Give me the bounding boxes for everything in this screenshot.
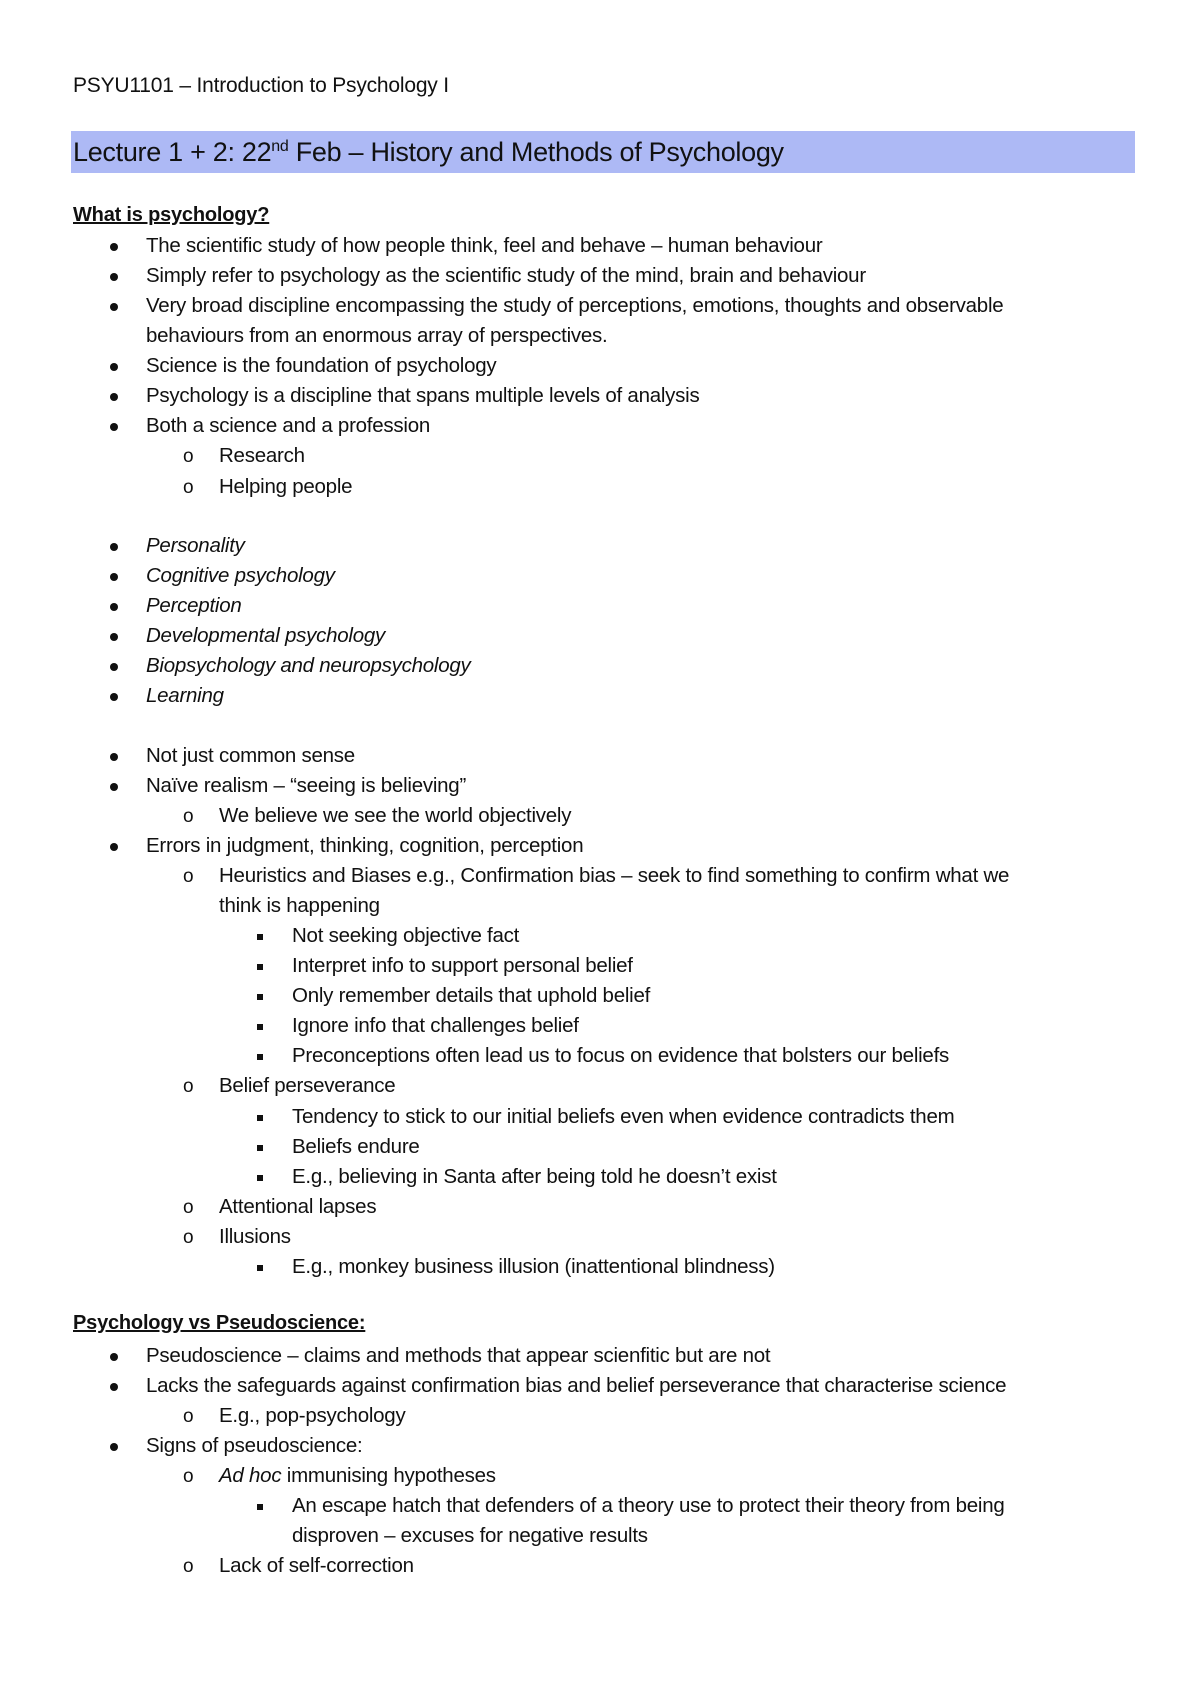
list-item: Cognitive psychology bbox=[146, 564, 335, 587]
square-bullet-icon bbox=[257, 951, 263, 981]
list-item: Science is the foundation of psychology bbox=[146, 354, 497, 377]
circle-bullet-icon: o bbox=[183, 1406, 194, 1427]
sub-list-item bbox=[219, 1461, 496, 1491]
sub-list-item: E.g., pop-psychology bbox=[219, 1404, 406, 1427]
sub-sub-list-item: E.g., believing in Santa after being told he doesn’t exist bbox=[292, 1165, 777, 1188]
lecture-title-sup: nd bbox=[271, 138, 289, 155]
list-item: Perception bbox=[146, 594, 242, 617]
bullet-icon bbox=[110, 231, 118, 261]
list-item: Psychology is a discipline that spans multiple levels of analysis bbox=[146, 384, 700, 407]
list-item: Naïve realism – “seeing is believing” bbox=[146, 774, 467, 797]
bullet-icon bbox=[110, 291, 118, 321]
list-item: Lacks the safeguards against confirmation bias and belief perseverance that characterise science bbox=[146, 1374, 1007, 1397]
sub-sub-list-item: An escape hatch that defenders of a theory use to protect their theory from being bbox=[292, 1494, 1005, 1517]
bullet-icon bbox=[110, 591, 118, 621]
circle-bullet-icon: o bbox=[183, 1227, 194, 1248]
square-bullet-icon bbox=[257, 1491, 263, 1521]
sub-list-item: We believe we see the world objectively bbox=[219, 804, 572, 827]
square-bullet-icon bbox=[257, 981, 263, 1011]
section-heading-what-is: What is psychology? bbox=[73, 204, 270, 226]
list-item: Biopsychology and neuropsychology bbox=[146, 654, 471, 677]
sub-list-item: Research bbox=[219, 444, 305, 467]
bullet-icon bbox=[110, 531, 118, 561]
sub-sub-list-item: Only remember details that uphold belief bbox=[292, 984, 651, 1007]
circle-bullet-icon: o bbox=[183, 1466, 194, 1487]
sub-list-item: Belief perseverance bbox=[219, 1074, 396, 1097]
list-item: The scientific study of how people think, feel and behave – human behaviour bbox=[146, 234, 823, 257]
sub-list-item: Heuristics and Biases e.g., Confirmation bias – seek to find something to confirm what we bbox=[219, 864, 1010, 887]
bullet-icon bbox=[110, 741, 118, 771]
sub-list-item: Lack of self-correction bbox=[219, 1554, 414, 1577]
circle-bullet-icon: o bbox=[183, 1197, 194, 1218]
list-item: Learning bbox=[146, 684, 224, 707]
sub-sub-list-item: Not seeking objective fact bbox=[292, 924, 520, 947]
sub-list-item: Attentional lapses bbox=[219, 1195, 377, 1218]
lecture-title bbox=[73, 137, 784, 168]
circle-bullet-icon: o bbox=[183, 477, 194, 498]
sub-sub-list-item: Interpret info to support personal belief bbox=[292, 954, 633, 977]
sub-sub-list-item: Tendency to stick to our initial beliefs even when evidence contradicts them bbox=[292, 1105, 955, 1128]
square-bullet-icon bbox=[257, 921, 263, 951]
sub-sub-list-item: E.g., monkey business illusion (inattentional blindness) bbox=[292, 1255, 775, 1278]
list-item: Not just common sense bbox=[146, 744, 355, 767]
ad-hoc-text: Ad hoc bbox=[219, 1464, 282, 1487]
sub-sub-list-item: Beliefs endure bbox=[292, 1135, 420, 1158]
list-item: Personality bbox=[146, 534, 245, 557]
bullet-icon bbox=[110, 831, 118, 861]
sub-list-item: Helping people bbox=[219, 475, 353, 498]
list-item: Both a science and a profession bbox=[146, 414, 430, 437]
list-item: Simply refer to psychology as the scientific study of the mind, brain and behaviour bbox=[146, 264, 866, 287]
list-item: Errors in judgment, thinking, cognition, perception bbox=[146, 834, 584, 857]
circle-bullet-icon: o bbox=[183, 1556, 194, 1577]
immunising-text: immunising hypotheses bbox=[281, 1464, 496, 1487]
bullet-icon bbox=[110, 771, 118, 801]
square-bullet-icon bbox=[257, 1252, 263, 1282]
list-item-continued: behaviours from an enormous array of perspectives. bbox=[146, 324, 608, 347]
square-bullet-icon bbox=[257, 1102, 263, 1132]
list-item: Developmental psychology bbox=[146, 624, 385, 647]
circle-bullet-icon: o bbox=[183, 806, 194, 827]
bullet-icon bbox=[110, 1341, 118, 1371]
sub-sub-list-item: Preconceptions often lead us to focus on evidence that bolsters our beliefs bbox=[292, 1044, 950, 1067]
bullet-icon bbox=[110, 411, 118, 441]
sub-sub-list-item-continued: disproven – excuses for negative results bbox=[292, 1524, 648, 1547]
bullet-icon bbox=[110, 651, 118, 681]
bullet-icon bbox=[110, 681, 118, 711]
square-bullet-icon bbox=[257, 1162, 263, 1192]
bullet-icon bbox=[110, 1431, 118, 1461]
lecture-title-prefix: Lecture 1 + 2: 22 bbox=[73, 137, 272, 167]
list-item: Pseudoscience – claims and methods that appear scienfitic but are not bbox=[146, 1344, 771, 1367]
square-bullet-icon bbox=[257, 1041, 263, 1071]
circle-bullet-icon: o bbox=[183, 1076, 194, 1097]
circle-bullet-icon: o bbox=[183, 866, 194, 887]
course-title: PSYU1101 – Introduction to Psychology I bbox=[73, 74, 449, 97]
sub-list-item-continued: think is happening bbox=[219, 894, 380, 917]
bullet-icon bbox=[110, 381, 118, 411]
sub-sub-list-item: Ignore info that challenges belief bbox=[292, 1014, 579, 1037]
square-bullet-icon bbox=[257, 1011, 263, 1041]
sub-list-item: Illusions bbox=[219, 1225, 291, 1248]
circle-bullet-icon: o bbox=[183, 446, 194, 467]
bullet-icon bbox=[110, 261, 118, 291]
square-bullet-icon bbox=[257, 1132, 263, 1162]
bullet-icon bbox=[110, 621, 118, 651]
bullet-icon bbox=[110, 1371, 118, 1401]
lecture-title-suffix: Feb – History and Methods of Psychology bbox=[288, 137, 784, 167]
bullet-icon bbox=[110, 351, 118, 381]
list-item: Very broad discipline encompassing the study of perceptions, emotions, thoughts and observable bbox=[146, 294, 1004, 317]
section-heading-pseudoscience: Psychology vs Pseudoscience: bbox=[73, 1312, 366, 1334]
bullet-icon bbox=[110, 561, 118, 591]
list-item: Signs of pseudoscience: bbox=[146, 1434, 363, 1457]
